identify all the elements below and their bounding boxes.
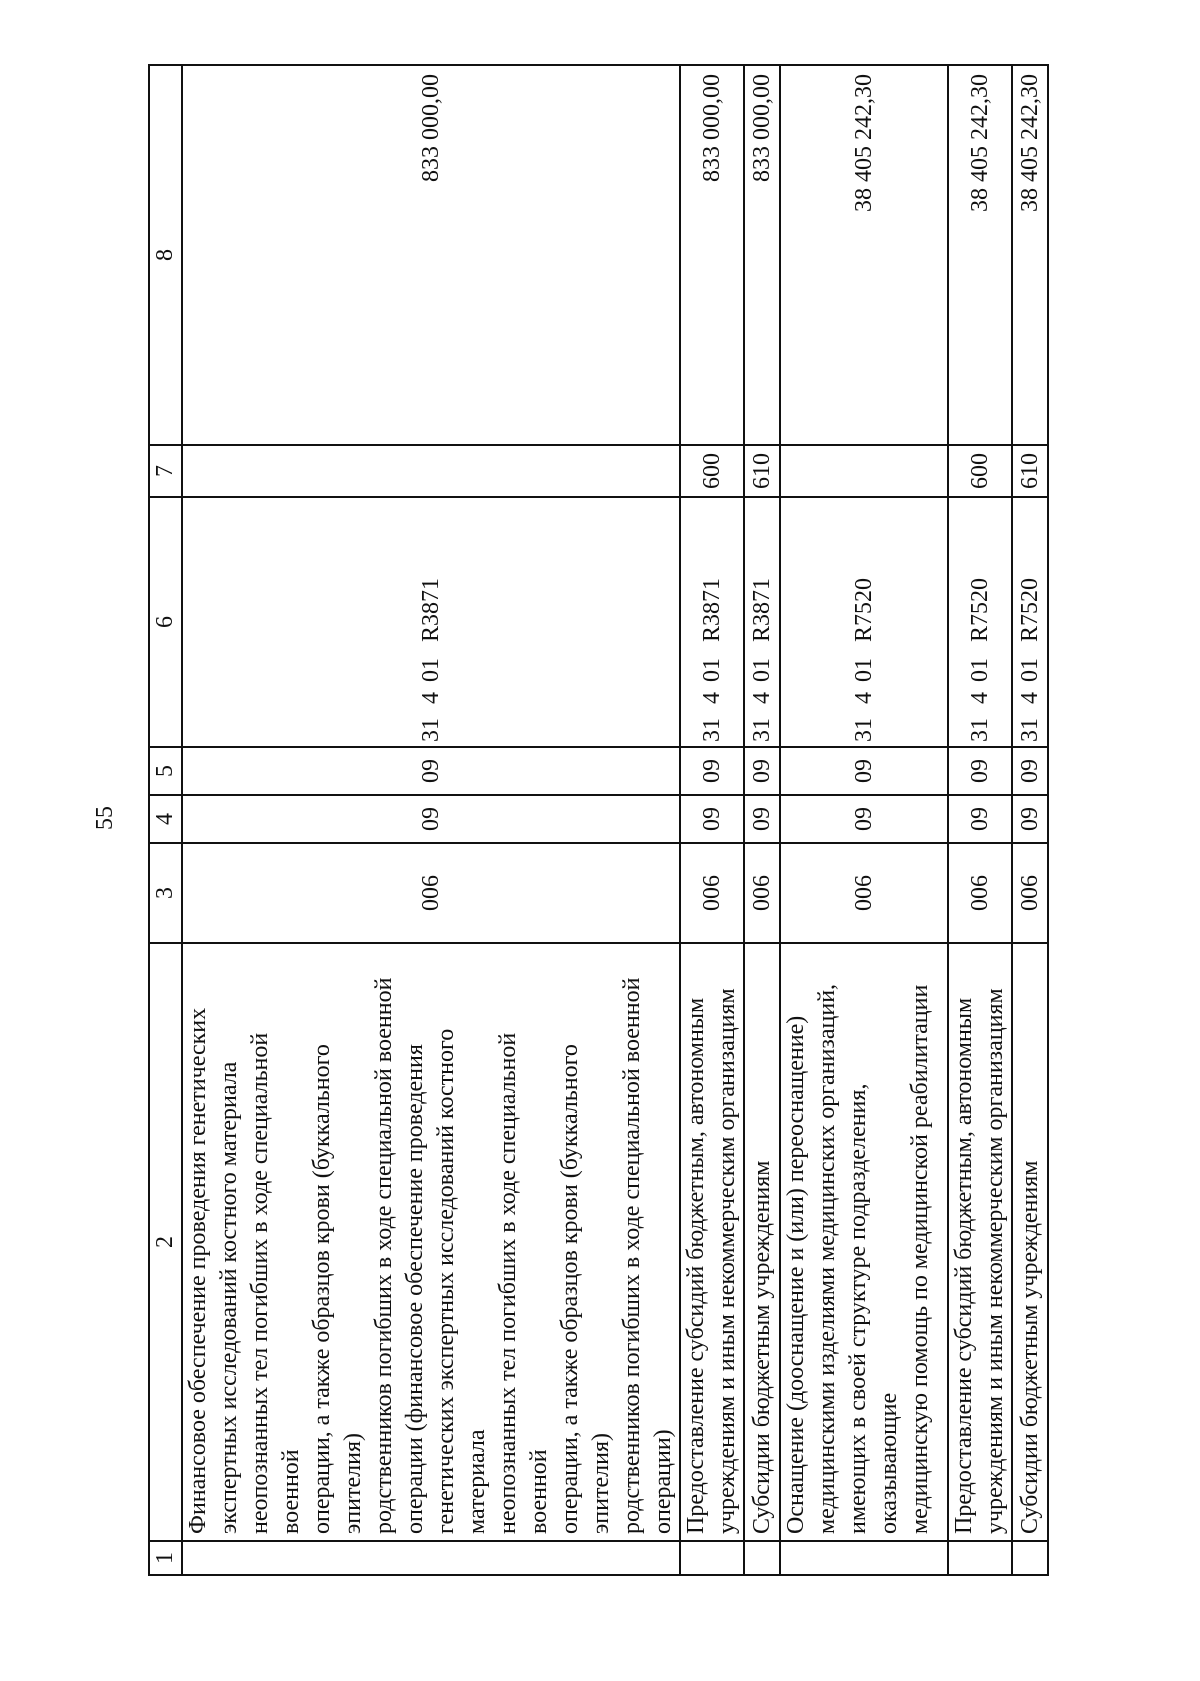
empty-cell bbox=[744, 1541, 780, 1575]
csr-part: 4 bbox=[698, 692, 725, 704]
csr-part: R3871 bbox=[698, 577, 725, 642]
table-row bbox=[182, 65, 680, 1575]
empty-cell bbox=[1012, 1541, 1048, 1575]
description-cell bbox=[182, 943, 680, 1541]
header-cell: 2 bbox=[149, 943, 182, 1541]
amount-cell: 833 000,00 bbox=[680, 65, 744, 445]
csr-part: 01 bbox=[850, 658, 877, 682]
amount-cell: 833 000,00 bbox=[182, 65, 680, 445]
empty-cell bbox=[948, 1541, 1012, 1575]
amount-cell: 833 000,00 bbox=[744, 65, 780, 445]
csr-part: 01 bbox=[698, 658, 725, 682]
section-code: 09 bbox=[744, 795, 780, 843]
csr-part: 31 bbox=[698, 718, 725, 742]
description-line: учреждениям и иным некоммерческим организациям bbox=[714, 988, 740, 1534]
header-cell: 8 bbox=[149, 65, 182, 445]
section-code: 09 bbox=[948, 795, 1012, 843]
description-line: имеющих в своей структуре подразделения, оказывающие bbox=[845, 1083, 902, 1534]
page-number: 55 bbox=[92, 806, 118, 830]
csr-part: 31 bbox=[748, 718, 775, 742]
csr-part: 01 bbox=[417, 658, 444, 682]
table-row bbox=[780, 65, 948, 1575]
description-line: Субсидии бюджетным учреждениям bbox=[1016, 1160, 1043, 1534]
budget-table-wrapper bbox=[148, 66, 1043, 1576]
ministry-code: 006 bbox=[182, 843, 680, 943]
description-line: экспертных исследований костного материала bbox=[216, 1061, 242, 1534]
target-article-code bbox=[680, 497, 744, 747]
target-article-code bbox=[1012, 497, 1048, 747]
subsection-code: 09 bbox=[744, 747, 780, 795]
description-line: родственников погибших в ходе специальной военной bbox=[619, 977, 645, 1534]
header-cell: 1 bbox=[149, 1541, 182, 1575]
header-cell: 3 bbox=[149, 843, 182, 943]
table-row bbox=[948, 65, 1012, 1575]
description-line: операции (финансовое обеспечение проведения bbox=[402, 1044, 428, 1534]
csr-part: 01 bbox=[748, 658, 775, 682]
expense-type-code: 610 bbox=[1012, 445, 1048, 497]
csr-part: 4 bbox=[966, 692, 993, 704]
csr-part: R7520 bbox=[850, 577, 877, 642]
description-cell bbox=[744, 943, 780, 1541]
header-row bbox=[149, 65, 182, 1575]
description-line: Предоставление субсидий бюджетным, автономным bbox=[683, 997, 709, 1534]
ministry-code: 006 bbox=[1012, 843, 1048, 943]
description-line: родственников погибших в ходе специальной военной bbox=[371, 977, 397, 1534]
description-cell bbox=[948, 943, 1012, 1541]
description-cell bbox=[680, 943, 744, 1541]
csr-part: R7520 bbox=[966, 577, 993, 642]
header-cell: 5 bbox=[149, 747, 182, 795]
description-cell bbox=[780, 943, 948, 1541]
target-article-code bbox=[948, 497, 1012, 747]
expense-type-code: 600 bbox=[948, 445, 1012, 497]
ministry-code: 006 bbox=[744, 843, 780, 943]
expense-type-code: 610 bbox=[744, 445, 780, 497]
csr-part: 31 bbox=[417, 718, 444, 742]
csr-part: 4 bbox=[748, 692, 775, 704]
subsection-code: 09 bbox=[182, 747, 680, 795]
empty-cell bbox=[680, 1541, 744, 1575]
csr-part: R3871 bbox=[748, 577, 775, 642]
expense-type-code: 600 bbox=[680, 445, 744, 497]
csr-part: 4 bbox=[417, 692, 444, 704]
csr-part: 4 bbox=[850, 692, 877, 704]
description-line: медицинскими изделиями медицинских организаций, bbox=[814, 983, 840, 1534]
section-code: 09 bbox=[182, 795, 680, 843]
csr-part: 31 bbox=[850, 718, 877, 742]
description-line: операции, а также образцов крови (буккального эпителия) bbox=[557, 1044, 614, 1534]
csr-part: 01 bbox=[966, 658, 993, 682]
expense-type-code bbox=[182, 445, 680, 497]
ministry-code: 006 bbox=[948, 843, 1012, 943]
subsection-code: 09 bbox=[680, 747, 744, 795]
header-cell: 4 bbox=[149, 795, 182, 843]
table-row bbox=[680, 65, 744, 1575]
csr-part: 31 bbox=[966, 718, 993, 742]
target-article-code bbox=[182, 497, 680, 747]
header-cell: 6 bbox=[149, 497, 182, 747]
table-row bbox=[744, 65, 780, 1575]
expense-type-code bbox=[780, 445, 948, 497]
target-article-code bbox=[744, 497, 780, 747]
description-line: операции) bbox=[650, 1429, 676, 1534]
amount-cell: 38 405 242,30 bbox=[948, 65, 1012, 445]
csr-part: R7520 bbox=[1016, 577, 1043, 642]
description-line: Финансовое обеспечение проведения генетических bbox=[185, 1007, 211, 1534]
subsection-code: 09 bbox=[948, 747, 1012, 795]
budget-table bbox=[148, 64, 1049, 1576]
description-line: операции, а также образцов крови (буккального эпителия) bbox=[309, 1044, 366, 1534]
description-line: Субсидии бюджетным учреждениям bbox=[748, 1160, 775, 1534]
description-line: медицинскую помощь по медицинской реабилитации bbox=[907, 984, 933, 1534]
csr-part: R3871 bbox=[417, 577, 444, 642]
description-line: учреждениям и иным некоммерческим организациям bbox=[982, 988, 1008, 1534]
csr-part: 31 bbox=[1016, 718, 1043, 742]
csr-part: 01 bbox=[1016, 658, 1043, 682]
ministry-code: 006 bbox=[780, 843, 948, 943]
description-line: неопознанных тел погибших в ходе специальной военной bbox=[247, 1032, 304, 1534]
section-code: 09 bbox=[1012, 795, 1048, 843]
section-code: 09 bbox=[680, 795, 744, 843]
description-line: неопознанных тел погибших в ходе специальной военной bbox=[495, 1032, 552, 1534]
description-cell bbox=[1012, 943, 1048, 1541]
empty-cell bbox=[780, 1541, 948, 1575]
description-line: генетических экспертных исследований костного материала bbox=[433, 1028, 490, 1534]
table-row bbox=[1012, 65, 1048, 1575]
section-code: 09 bbox=[780, 795, 948, 843]
subsection-code: 09 bbox=[1012, 747, 1048, 795]
header-cell: 7 bbox=[149, 445, 182, 497]
description-line: Оснащение (дооснащение и (или) переоснащение) bbox=[783, 1015, 809, 1534]
csr-part: 4 bbox=[1016, 692, 1043, 704]
amount-cell: 38 405 242,30 bbox=[1012, 65, 1048, 445]
amount-cell: 38 405 242,30 bbox=[780, 65, 948, 445]
ministry-code: 006 bbox=[680, 843, 744, 943]
empty-cell bbox=[182, 1541, 680, 1575]
target-article-code bbox=[780, 497, 948, 747]
subsection-code: 09 bbox=[780, 747, 948, 795]
description-line: Предоставление субсидий бюджетным, автономным bbox=[951, 997, 977, 1534]
